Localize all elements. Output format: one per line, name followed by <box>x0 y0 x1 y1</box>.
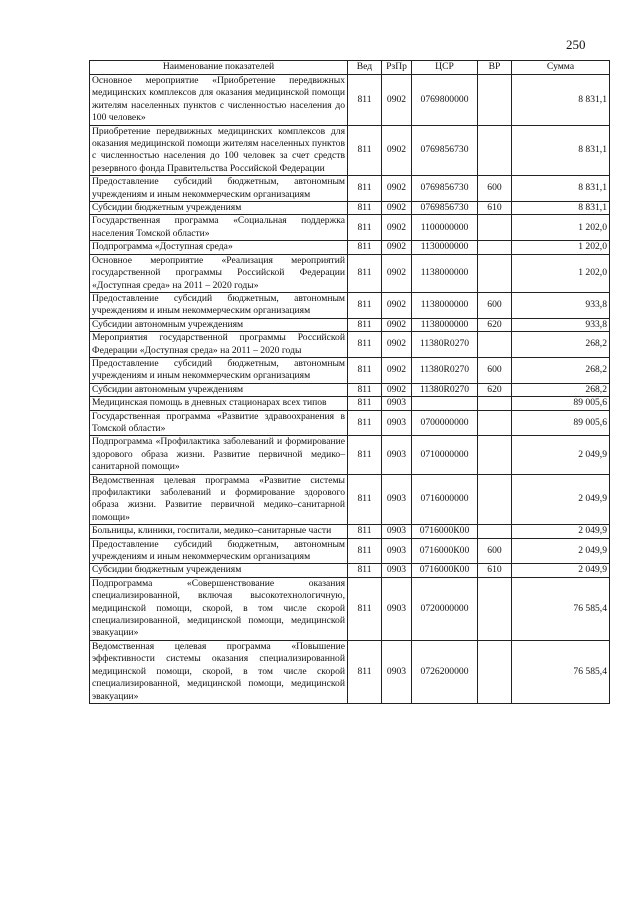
header-ved: Вед <box>348 61 382 75</box>
cell-rzpr: 0903 <box>382 577 412 640</box>
cell-sum: 2 049,9 <box>512 474 610 525</box>
cell-name: Субсидии автономным учреждениям <box>90 318 348 331</box>
cell-vr <box>478 254 512 292</box>
cell-ved: 811 <box>348 640 382 703</box>
table-row <box>90 292 610 318</box>
cell-rzpr: 0902 <box>382 292 412 318</box>
cell-sum: 8 831,1 <box>512 125 610 176</box>
cell-csr: 0720000000 <box>412 577 478 640</box>
cell-sum: 89 005,6 <box>512 397 610 410</box>
cell-vr: 600 <box>478 292 512 318</box>
cell-sum: 1 202,0 <box>512 241 610 254</box>
table-row <box>90 410 610 436</box>
cell-vr: 620 <box>478 383 512 396</box>
cell-rzpr: 0902 <box>382 318 412 331</box>
cell-vr <box>478 332 512 358</box>
cell-csr: 0726200000 <box>412 640 478 703</box>
cell-vr: 600 <box>478 176 512 202</box>
cell-csr: 1138000000 <box>412 318 478 331</box>
cell-ved: 811 <box>348 292 382 318</box>
cell-ved: 811 <box>348 564 382 577</box>
cell-ved: 811 <box>348 176 382 202</box>
table-row <box>90 332 610 358</box>
cell-vr <box>478 640 512 703</box>
cell-vr: 610 <box>478 564 512 577</box>
cell-ved: 811 <box>348 577 382 640</box>
cell-rzpr: 0903 <box>382 525 412 538</box>
cell-ved: 811 <box>348 125 382 176</box>
table-row <box>90 474 610 525</box>
cell-vr <box>478 577 512 640</box>
cell-rzpr: 0903 <box>382 397 412 410</box>
budget-table <box>89 60 610 704</box>
table-row <box>90 318 610 331</box>
table-row <box>90 75 610 126</box>
cell-sum: 933,8 <box>512 292 610 318</box>
cell-sum: 1 202,0 <box>512 215 610 241</box>
cell-sum: 76 585,4 <box>512 577 610 640</box>
table-row <box>90 397 610 410</box>
cell-name: Субсидии бюджетным учреждениям <box>90 564 348 577</box>
cell-vr: 620 <box>478 318 512 331</box>
cell-csr: 1100000000 <box>412 215 478 241</box>
cell-ved: 811 <box>348 332 382 358</box>
table-row <box>90 241 610 254</box>
cell-rzpr: 0903 <box>382 474 412 525</box>
cell-ved: 811 <box>348 474 382 525</box>
cell-rzpr: 0902 <box>382 176 412 202</box>
cell-rzpr: 0903 <box>382 564 412 577</box>
cell-csr: 0716000К00 <box>412 564 478 577</box>
cell-sum: 89 005,6 <box>512 410 610 436</box>
cell-ved: 811 <box>348 254 382 292</box>
header-sum: Сумма <box>512 61 610 75</box>
cell-csr: 1138000000 <box>412 254 478 292</box>
cell-sum: 8 831,1 <box>512 75 610 126</box>
header-csr: ЦСР <box>412 61 478 75</box>
cell-rzpr: 0902 <box>382 332 412 358</box>
cell-rzpr: 0902 <box>382 215 412 241</box>
cell-vr: 600 <box>478 357 512 383</box>
cell-sum: 933,8 <box>512 318 610 331</box>
cell-csr: 11380R0270 <box>412 357 478 383</box>
cell-ved: 811 <box>348 397 382 410</box>
cell-name: Мероприятия государственной программы Российской Федерации «Доступная среда» на 2011 – 2020 годы <box>90 332 348 358</box>
cell-name: Подпрограмма «Совершенствование оказания специализированной, включая высокотехнологичную, медицинской помощи, скорой, в том числе скорой специализированной, медицинской помощи, медицинской эвакуации» <box>90 577 348 640</box>
cell-csr: 0769856730 <box>412 125 478 176</box>
cell-csr: 1138000000 <box>412 292 478 318</box>
cell-rzpr: 0902 <box>382 125 412 176</box>
cell-rzpr: 0902 <box>382 357 412 383</box>
table-row <box>90 202 610 215</box>
cell-vr <box>478 215 512 241</box>
cell-sum: 8 831,1 <box>512 176 610 202</box>
table-row <box>90 383 610 396</box>
cell-sum: 2 049,9 <box>512 525 610 538</box>
cell-name: Медицинская помощь в дневных стационарах всех типов <box>90 397 348 410</box>
cell-vr <box>478 410 512 436</box>
table-row <box>90 577 610 640</box>
table-row <box>90 436 610 474</box>
cell-ved: 811 <box>348 202 382 215</box>
cell-ved: 811 <box>348 357 382 383</box>
cell-vr <box>478 525 512 538</box>
header-rzpr: РзПр <box>382 61 412 75</box>
cell-ved: 811 <box>348 410 382 436</box>
cell-ved: 811 <box>348 241 382 254</box>
cell-sum: 2 049,9 <box>512 538 610 564</box>
cell-name: Ведомственная целевая программа «Повышение эффективности системы оказания специализированной медицинской помощи, скорой, в том числе скорой специализированной, медицинской помощи, медицинской эвакуации» <box>90 640 348 703</box>
cell-csr: 0716000К00 <box>412 538 478 564</box>
cell-vr: 610 <box>478 202 512 215</box>
cell-ved: 811 <box>348 538 382 564</box>
table-row <box>90 538 610 564</box>
table-row <box>90 525 610 538</box>
cell-name: Предоставление субсидий бюджетным, автономным учреждениям и иным некоммерческим организациям <box>90 538 348 564</box>
cell-sum: 2 049,9 <box>512 564 610 577</box>
cell-ved: 811 <box>348 383 382 396</box>
cell-sum: 8 831,1 <box>512 202 610 215</box>
cell-vr: 600 <box>478 538 512 564</box>
cell-rzpr: 0903 <box>382 640 412 703</box>
cell-vr <box>478 436 512 474</box>
cell-name: Субсидии бюджетным учреждениям <box>90 202 348 215</box>
cell-csr: 0769856730 <box>412 176 478 202</box>
header-name: Наименование показателей <box>90 61 348 75</box>
cell-vr <box>478 241 512 254</box>
cell-csr <box>412 397 478 410</box>
cell-sum: 76 585,4 <box>512 640 610 703</box>
cell-csr: 0716000К00 <box>412 525 478 538</box>
cell-rzpr: 0902 <box>382 202 412 215</box>
cell-ved: 811 <box>348 318 382 331</box>
table-header-row <box>90 61 610 75</box>
cell-rzpr: 0902 <box>382 383 412 396</box>
cell-sum: 268,2 <box>512 357 610 383</box>
table-row <box>90 176 610 202</box>
cell-vr <box>478 75 512 126</box>
table-row <box>90 125 610 176</box>
cell-csr: 0716000000 <box>412 474 478 525</box>
cell-name: Государственная программа «Развитие здравоохранения в Томской области» <box>90 410 348 436</box>
cell-csr: 0769856730 <box>412 202 478 215</box>
page-number: 250 <box>566 37 586 52</box>
cell-ved: 811 <box>348 525 382 538</box>
table-body <box>90 75 610 704</box>
cell-ved: 811 <box>348 215 382 241</box>
cell-rzpr: 0903 <box>382 436 412 474</box>
cell-vr <box>478 397 512 410</box>
cell-csr: 1130000000 <box>412 241 478 254</box>
cell-name: Предоставление субсидий бюджетным, автономным учреждениям и иным некоммерческим организациям <box>90 292 348 318</box>
cell-csr: 11380R0270 <box>412 332 478 358</box>
table-row <box>90 215 610 241</box>
table-row <box>90 564 610 577</box>
header-vr: ВР <box>478 61 512 75</box>
cell-ved: 811 <box>348 75 382 126</box>
table-row <box>90 254 610 292</box>
cell-name: Подпрограмма «Доступная среда» <box>90 241 348 254</box>
cell-rzpr: 0902 <box>382 75 412 126</box>
cell-name: Государственная программа «Социальная поддержка населения Томской области» <box>90 215 348 241</box>
cell-csr: 0700000000 <box>412 410 478 436</box>
cell-name: Предоставление субсидий бюджетным, автономным учреждениям и иным некоммерческим организациям <box>90 176 348 202</box>
cell-name: Основное мероприятие «Реализация мероприятий государственной программы Российской Федерации «Доступная среда» на 2011 – 2020 годы» <box>90 254 348 292</box>
cell-name: Ведомственная целевая программа «Развитие системы профилактики заболеваний и формирование здорового образа жизни. Развитие первичной медико–санитарной помощи» <box>90 474 348 525</box>
cell-name: Предоставление субсидий бюджетным, автономным учреждениям и иным некоммерческим организациям <box>90 357 348 383</box>
cell-rzpr: 0902 <box>382 254 412 292</box>
cell-vr <box>478 474 512 525</box>
cell-csr: 0710000000 <box>412 436 478 474</box>
cell-rzpr: 0903 <box>382 538 412 564</box>
cell-vr <box>478 125 512 176</box>
cell-ved: 811 <box>348 436 382 474</box>
cell-sum: 268,2 <box>512 383 610 396</box>
cell-name: Подпрограмма «Профилактика заболеваний и формирование здорового образа жизни. Развитие первичной медико–санитарной помощи» <box>90 436 348 474</box>
cell-sum: 2 049,9 <box>512 436 610 474</box>
cell-name: Больницы, клиники, госпитали, медико–санитарные части <box>90 525 348 538</box>
cell-name: Субсидии автономным учреждениям <box>90 383 348 396</box>
cell-name: Основное мероприятие «Приобретение передвижных медицинских комплексов для оказания медицинской помощи жителям населенных пунктов с численностью населения до 100 человек» <box>90 75 348 126</box>
cell-rzpr: 0903 <box>382 410 412 436</box>
cell-csr: 11380R0270 <box>412 383 478 396</box>
cell-sum: 1 202,0 <box>512 254 610 292</box>
table-row <box>90 640 610 703</box>
cell-sum: 268,2 <box>512 332 610 358</box>
cell-csr: 0769800000 <box>412 75 478 126</box>
cell-rzpr: 0902 <box>382 241 412 254</box>
cell-name: Приобретение передвижных медицинских комплексов для оказания медицинской помощи жителям населенных пунктов с численностью населения до 100 человек за счет средств резервного фонда Правительства Российской Федерации <box>90 125 348 176</box>
table-row <box>90 357 610 383</box>
